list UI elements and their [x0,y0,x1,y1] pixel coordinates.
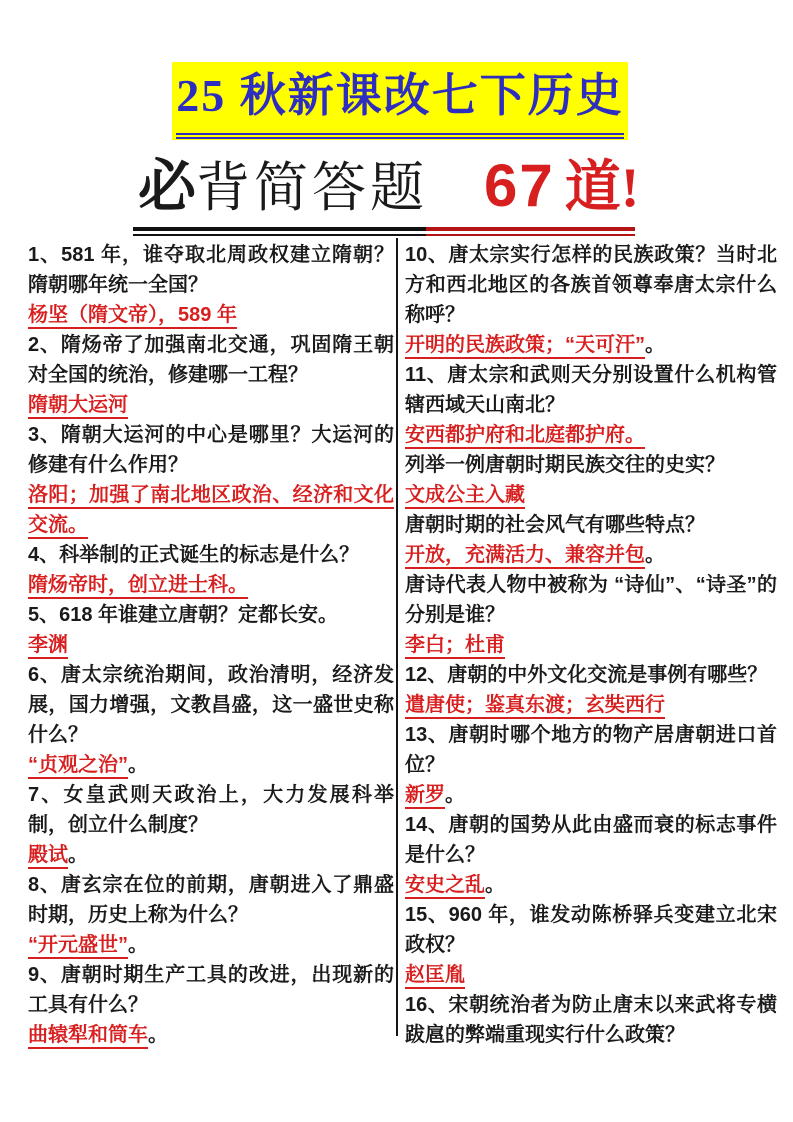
question-text: 14、唐朝的国势从此由盛而衰的标志事件是什么？ [405,814,777,866]
question-text: 11、唐太宗和武则天分别设置什么机构管辖西域天山南北？ [405,364,777,416]
column-divider [396,238,398,1036]
answer-text: 新罗。 [405,784,465,806]
question-text: 16、宋朝统治者为防止唐末以来武将专横跋扈的弊端重现实行什么政策？ [405,994,777,1046]
question-text: 13、唐朝时哪个地方的物产居唐朝进口首位？ [405,724,777,776]
subtitle [138,152,678,228]
question-text: 唐诗代表人物中被称为 “诗仙”、“诗圣”的分别是谁？ [405,574,777,626]
answer-text: 殿试。 [28,844,88,866]
answer-text: 赵匡胤 [405,964,465,986]
subtitle-bold-char: 必 [138,154,197,219]
answer-text: 隋朝大运河 [28,394,128,416]
question-text: 2、隋炀帝了加强南北交通，巩固隋王朝对全国的统治，修建哪一工程？ [28,334,394,386]
title-underline [176,133,624,135]
subtitle-rest: 背简答题 [196,158,429,218]
question-text: 唐朝时期的社会风气有哪些特点？ [405,514,705,536]
page-title: 25 秋新课改七下历史 [176,70,624,121]
question-text: 10、唐太宗实行怎样的民族政策？当时北方和西北地区的各族首领尊奉唐太宗什么称呼？ [405,244,777,326]
answer-text: 洛阳；加强了南北地区政治、经济和文化交流。 [28,484,394,536]
right-column [405,240,777,1050]
question-text: 8、唐玄宗在位的前期，唐朝进入了鼎盛时期，历史上称为什么？ [28,874,394,926]
subtitle-underline [133,227,635,236]
subtitle-underline-black [133,227,426,236]
answer-text: 李渊 [28,634,68,656]
question-text: 12、唐朝的中外文化交流是事例有哪些？ [405,664,768,686]
answer-text: 曲辕犁和筒车。 [28,1024,168,1046]
question-text: 4、科举制的正式诞生的标志是什么？ [28,544,360,566]
answer-text: 隋炀帝时，创立进士科。 [28,574,248,596]
answer-text: 李白；杜甫 [405,634,505,656]
question-text: 15、960 年，谁发动陈桥驿兵变建立北宋政权？ [405,904,777,956]
answer-text: “开元盛世”。 [28,934,148,956]
question-text: 1、581 年，谁夺取北周政权建立隋朝？隋朝哪年统一全国？ [28,244,394,296]
subtitle-count: 67 [484,152,555,219]
left-column [28,240,394,1050]
answer-text: 杨坚（隋文帝），589 年 [28,304,237,326]
question-text: 7、女皇武则天政治上，大力发展科举制，创立什么制度？ [28,784,394,836]
answer-text: 文成公主入藏 [405,484,525,506]
subtitle-unit: 道! [564,157,640,219]
answer-text: 安史之乱。 [405,874,505,896]
subtitle-underline-red [426,227,635,236]
answer-text: 开明的民族政策；“天可汗”。 [405,334,665,356]
answer-text: 开放，充满活力、兼容并包。 [405,544,665,566]
question-text: 9、唐朝时期生产工具的改进，出现新的工具有什么？ [28,964,394,1016]
answer-text: 遣唐使；鉴真东渡；玄奘西行 [405,694,665,716]
question-text: 5、618 年谁建立唐朝？定都长安。 [28,604,339,626]
question-text: 6、唐太宗统治期间，政治清明，经济发展，国力增强，文教昌盛，这一盛世史称什么？ [28,664,394,746]
answer-text: 安西都护府和北庭都护府。 [405,424,645,446]
answer-text: “贞观之治”。 [28,754,148,776]
title-banner [172,62,628,140]
question-text: 列举一例唐朝时期民族交往的史实？ [405,454,725,476]
question-text: 3、隋朝大运河的中心是哪里？大运河的修建有什么作用？ [28,424,394,476]
